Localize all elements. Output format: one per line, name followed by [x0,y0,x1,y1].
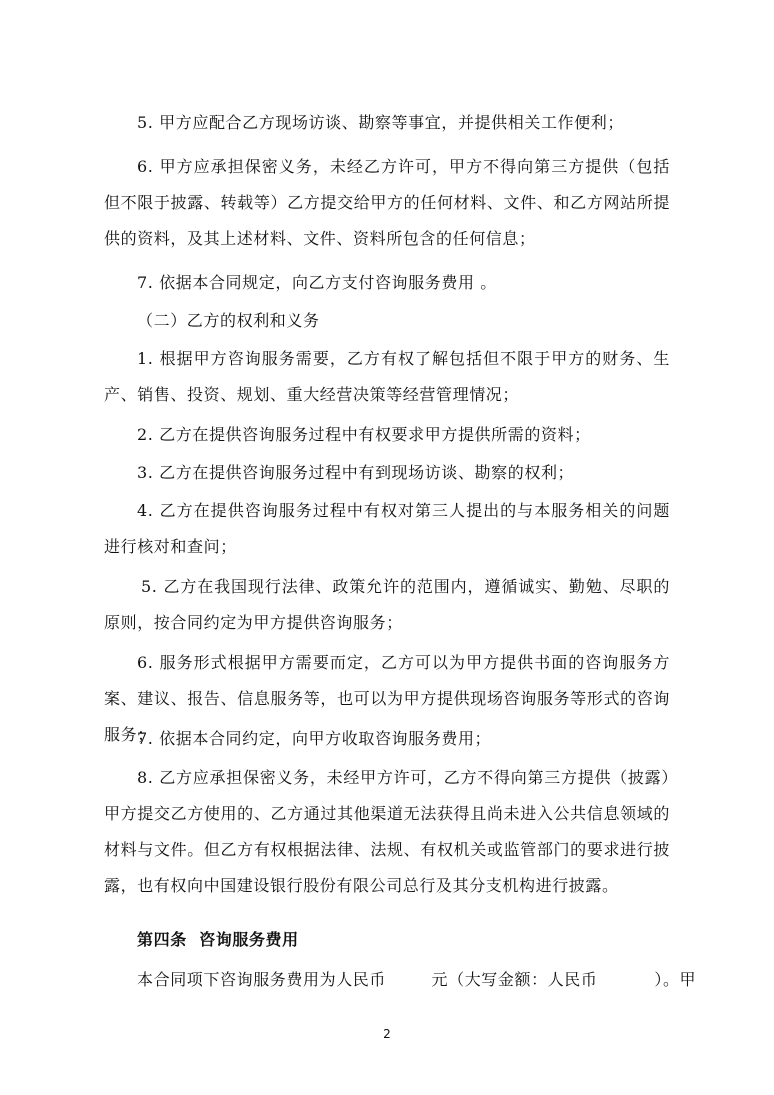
clause-a-7: 7. 依据本合同规定，向乙方支付咨询服务费用 。 [137,273,497,292]
clause-b-7: 7. 依据本合同约定，向甲方收取咨询服务费用； [137,729,492,748]
clause-b-5: 5. 乙方在我国现行法律、政策允许的范围内，遵循诚实、勤勉、尽职的原则，按合同约定为甲方提供咨询服务； [104,577,670,632]
clause-b-6: 6. 服务形式根据甲方需要而定，乙方可以为甲方提供书面的咨询服务方案、建议、报告、信息服务等，也可以为甲方提供现场咨询服务等形式的咨询服务； [104,653,670,744]
article-four-heading: 第四条 咨询服务费用 [137,930,299,949]
clause-a-6: 6. 甲方应承担保密义务，未经乙方许可，甲方不得向第三方提供（包括但不限于披露、转载等）乙方提交给甲方的任何材料、文件、和乙方网站所提供的资料，及其上述材料、文件、资料所包含的任何信息； [104,157,670,248]
clause-b-3: 3. 乙方在提供咨询服务过程中有到现场访谈、勘察的权利； [137,463,575,482]
fee-clause-line: 本合同项下咨询服务费用为人民币 元（大写金额：人民币 ）。甲 [137,970,697,989]
clause-b-2: 2. 乙方在提供咨询服务过程中有权要求甲方提供所需的资料； [137,425,591,444]
clause-a-5: 5. 甲方应配合乙方现场访谈、勘察等事宜，并提供相关工作便利； [137,113,624,132]
clause-b-4: 4. 乙方在提供咨询服务过程中有权对第三人提出的与本服务相关的问题进行核对和查问； [104,501,670,556]
clause-b-1: 1. 根据甲方咨询服务需要，乙方有权了解包括但不限于甲方的财务、生产、销售、投资、规划、重大经营决策等经营管理情况； [104,349,670,404]
section-party-b-heading: （二）乙方的权利和义务 [137,311,320,330]
page-number: 2 [383,1027,391,1041]
clause-b-8: 8. 乙方应承担保密义务，未经甲方许可，乙方不得向第三方提供（披露）甲方提交乙方使用的、乙方通过其他渠道无法获得且尚未进入公共信息领域的材料与文件。但乙方有权根据法律、法规、有权机关或监管部门的要求进行披露，也有权向中国建设银行股份有限公司总行及其分支机构进行披露。 [104,768,670,895]
